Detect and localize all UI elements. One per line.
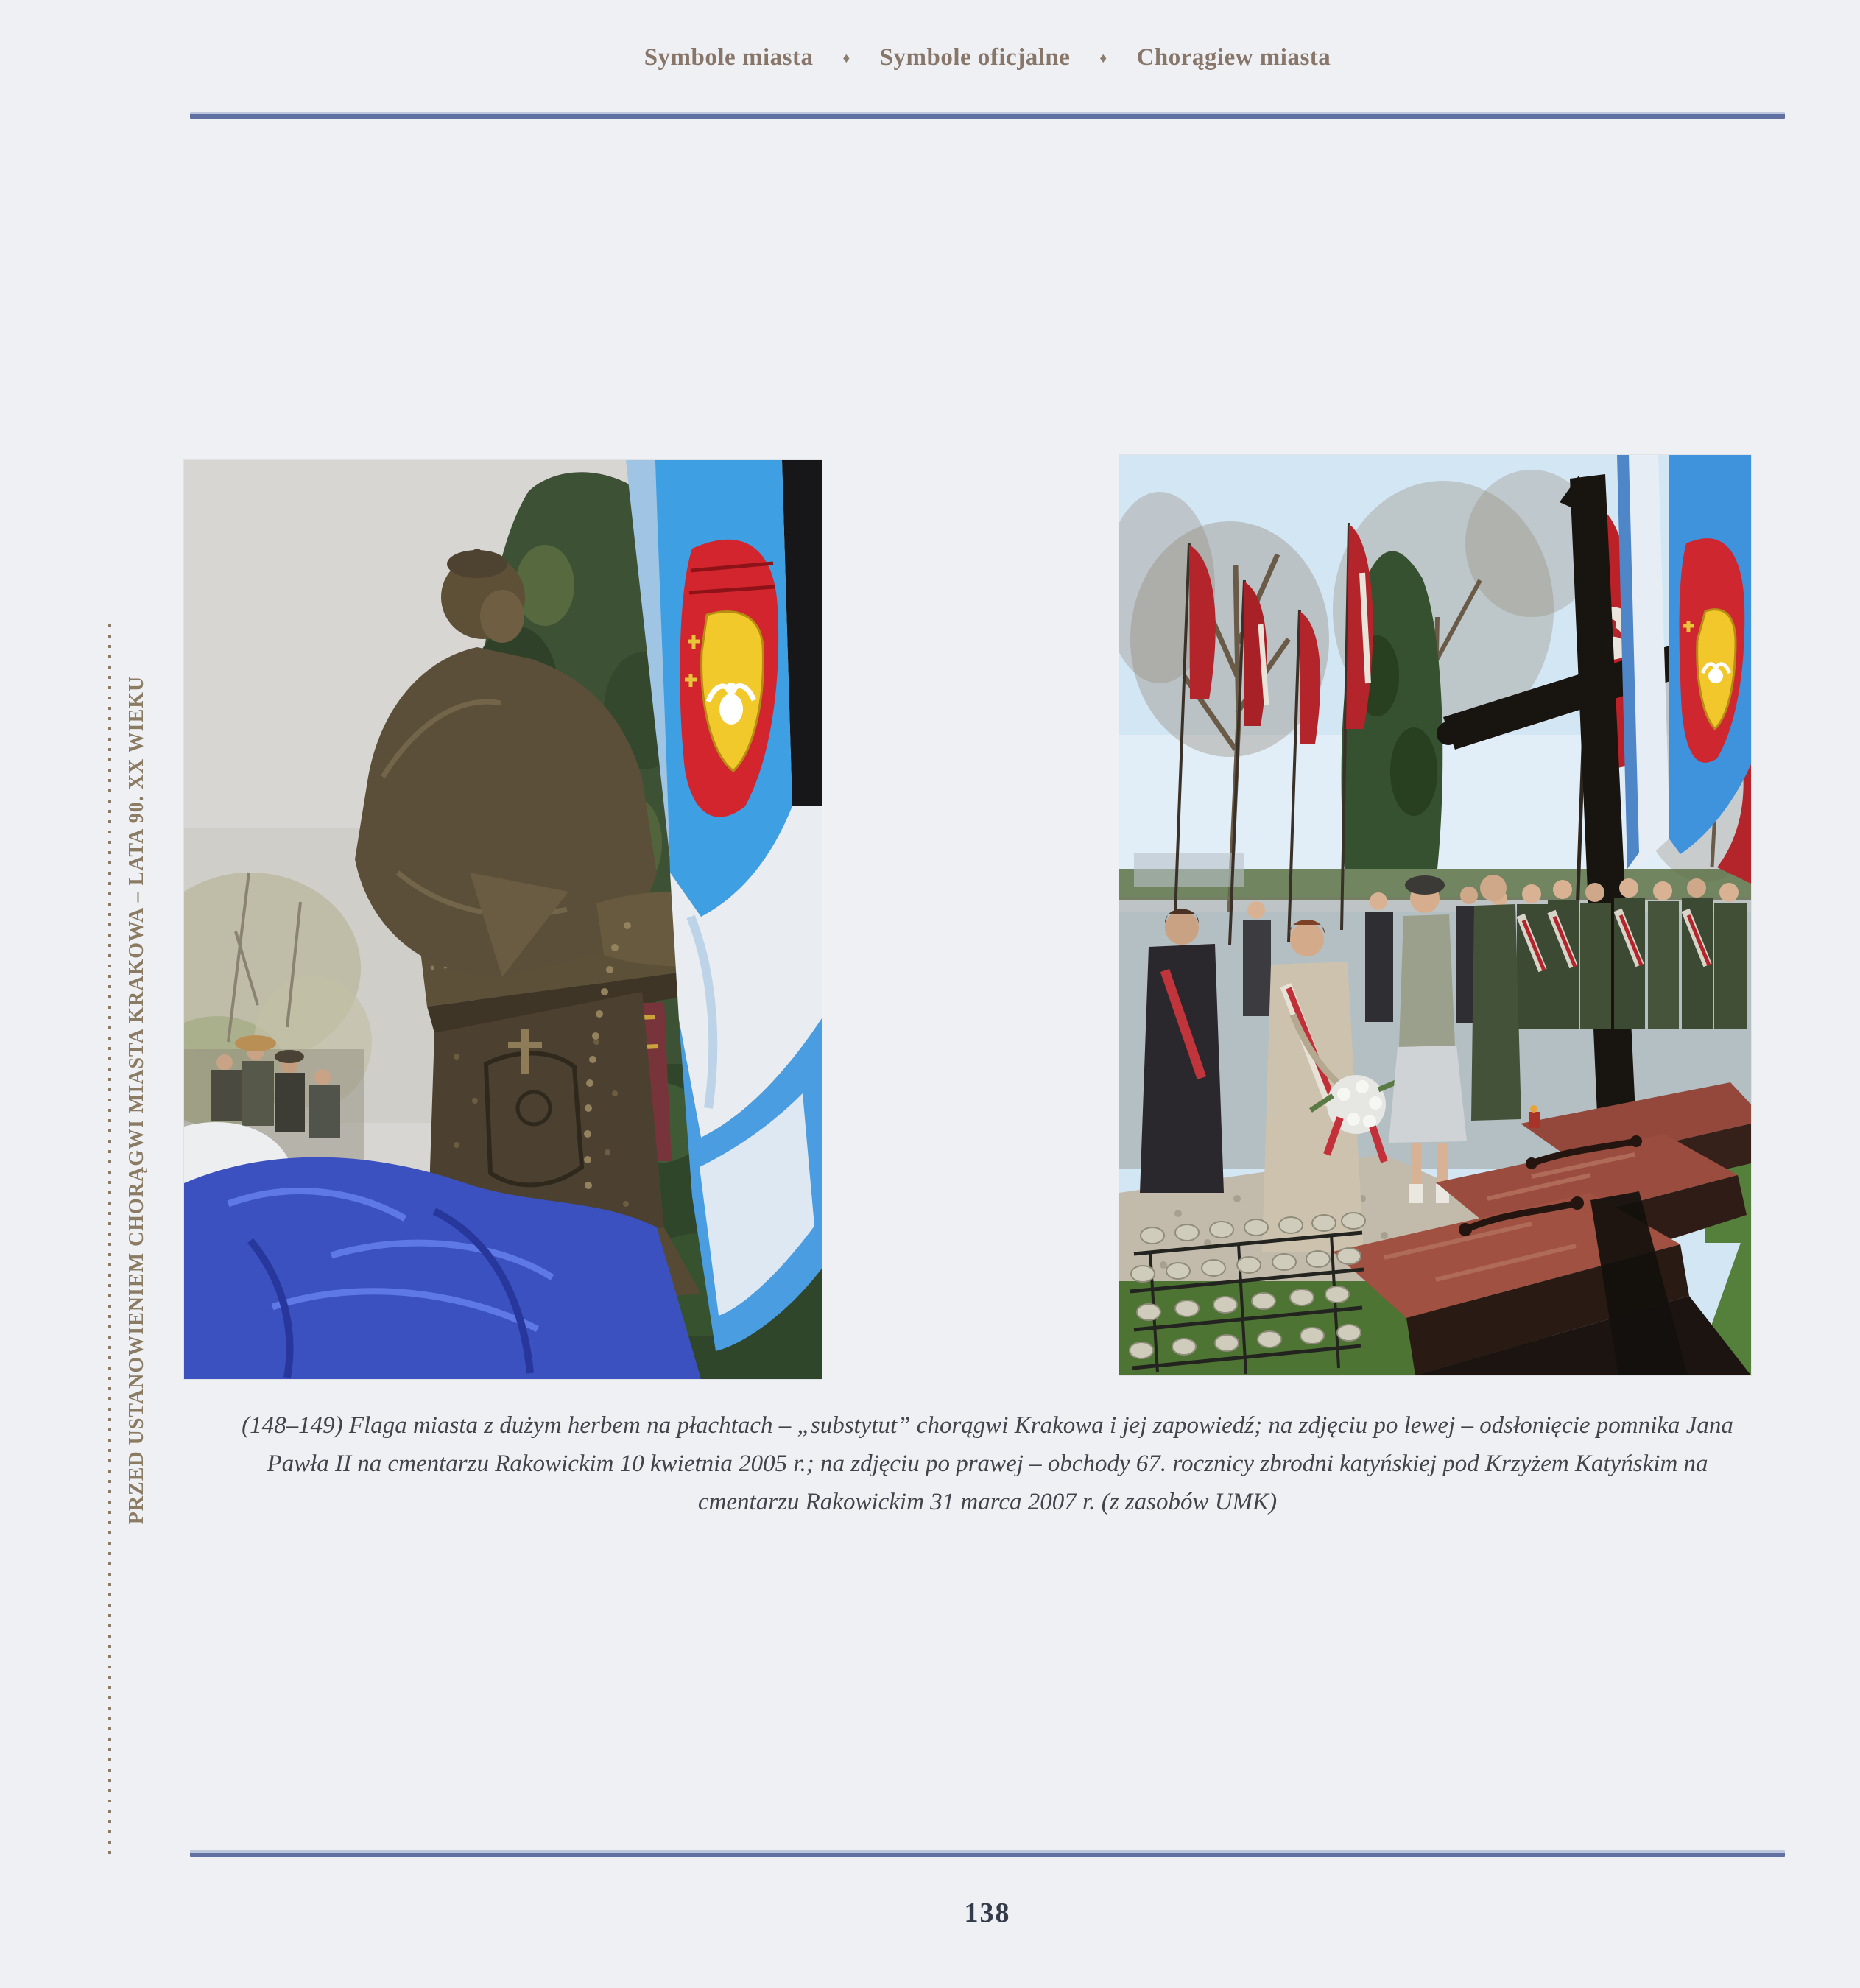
photo-katyn-cross-ceremony: [1119, 455, 1751, 1375]
photo-katyn-ceremony-art: [1119, 455, 1751, 1375]
caption-line: cmentarzu Rakowickim 31 marca 2007 r. (z zasobów UMK): [697, 1489, 1278, 1515]
photo-pope-monument-art: [184, 460, 822, 1379]
top-rule: [190, 112, 1785, 119]
diamond-separator-icon: ♦: [1099, 50, 1107, 66]
diamond-separator-icon: ♦: [842, 50, 850, 66]
bottom-rule: [190, 1850, 1785, 1857]
photo-pope-monument-unveiling: [184, 460, 822, 1379]
caption-line: Pawła II na cmentarzu Rakowickim 10 kwietnia 2005 r.; na zdjęciu po prawej – obchody 67. rocznicy zbrodni katyńskiej pod Krzyżem Katyńskim na: [267, 1451, 1708, 1477]
running-head: [190, 44, 1785, 71]
page-number: 138: [964, 1897, 1011, 1928]
running-head-item: Chorągiew miasta: [1136, 44, 1331, 71]
sidebar-dotted-divider: [108, 624, 111, 1855]
sidebar-vertical-title: PRZED USTANOWIENIEM CHORĄGWI MIASTA KRAKOWA – LATA 90. XX WIEKU: [125, 675, 148, 1525]
running-head-item: Symbole miasta: [644, 44, 814, 71]
caption-line: (148–149) Flaga miasta z dużym herbem na płachtach – „substytut” chorągwi Krakowa i jej zapowiedź; na zdjęciu po lewej – odsłonięcie pomnika Jana: [242, 1412, 1733, 1439]
running-head-item: Symbole oficjalne: [879, 44, 1071, 71]
figure-caption: [147, 1406, 1828, 1521]
